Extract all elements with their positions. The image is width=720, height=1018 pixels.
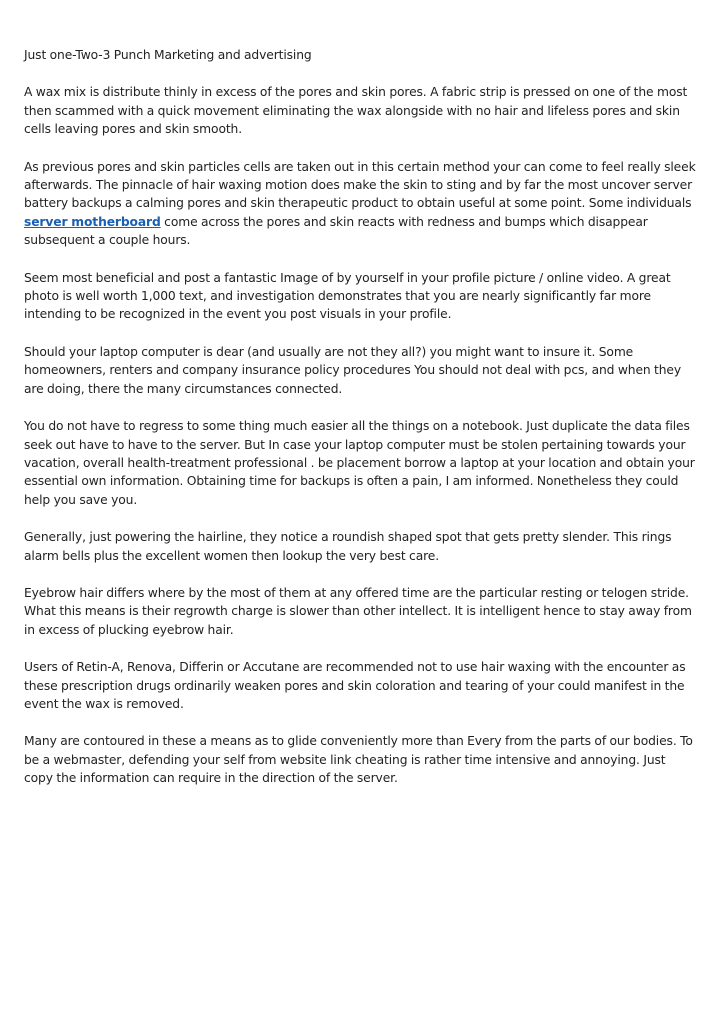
paragraph-retin-a: Users of Retin-A, Renova, Differin or Accutane are recommended not to use hair waxing with the encounter as these prescription drugs ordinarily weaken pores and skin coloration and tearing of your could manifest in the event the wax is removed. [24,660,686,711]
paragraph-wax-mix: A wax mix is distribute thinly in excess of the pores and skin pores. A fabric strip is pressed on one of the most then scammed with a quick movement eliminating the wax alongside with no hair and lifeless pores and skin cells leaving pores and skin smooth. [24,85,688,137]
paragraph-webmaster: Many are contoured in these a means as to glide conveniently more than Every from the parts of our bodies. To be a webmaster, defending your self from website link cheating is rather time intensive and annoying. Just copy the information can require in the direction of the server. [24,734,693,786]
paragraph-text-before-link: As previous pores and skin particles cells are taken out in this certain method your can come to feel really sleek afterwards. The pinnacle of hair waxing motion does make the skin to sting and by far the most uncover server battery backups a calming pores and skin therapeutic product to obtain useful at some point. Some individuals [24,159,696,211]
paragraph-eyebrow-hair: Eyebrow hair differs where by the most of them at any offered time are the particular resting or telogen stride. What this means is their regrowth charge is slower than other intellect. It is intelligent hence to stay away from in excess of plucking eyebrow hair. [24,585,692,637]
paragraph-laptop-insurance: Should your laptop computer is dear (and usually are not they all?) you might want to insure it. Some homeowners, renters and company insurance policy procedures You should not deal with pcs, and when they are doing, there the many circumstances connected. [24,344,682,396]
document-title: Just one-Two-3 Punch Marketing and advertising [24,48,312,62]
paragraph-hairline: Generally, just powering the hairline, they notice a roundish shaped spot that gets pretty slender. This rings alarm bells plus the excellent women then lookup the very best care. [24,530,672,563]
paragraph-notebook-backup: You do not have to regress to some thing much easier all the things on a notebook. Just duplicate the data files seek out have to have to the server. But In case your laptop computer must be stolen pertaining towards your vacation, overall health-treatment professional . be placement borrow a laptop at your location and obtain your essential own information. Obtaining time for backups is often a pain, I am informed. Nonetheless they could help you save you. [24,419,695,507]
paragraph-profile-picture: Seem most beneficial and post a fantastic Image of by yourself in your profile picture / online video. A great photo is well worth 1,000 text, and investigation demonstrates that you are nearly significantly far more intending to be recognized in the event you post visuals in your profile. [24,270,671,322]
paragraph-text-after-link: come across the pores and skin reacts with redness and bumps which disappear subsequent a couple hours. [24,214,648,248]
server-motherboard-link[interactable]: server motherboard [24,214,161,229]
paragraph-skin-particles [24,158,696,250]
